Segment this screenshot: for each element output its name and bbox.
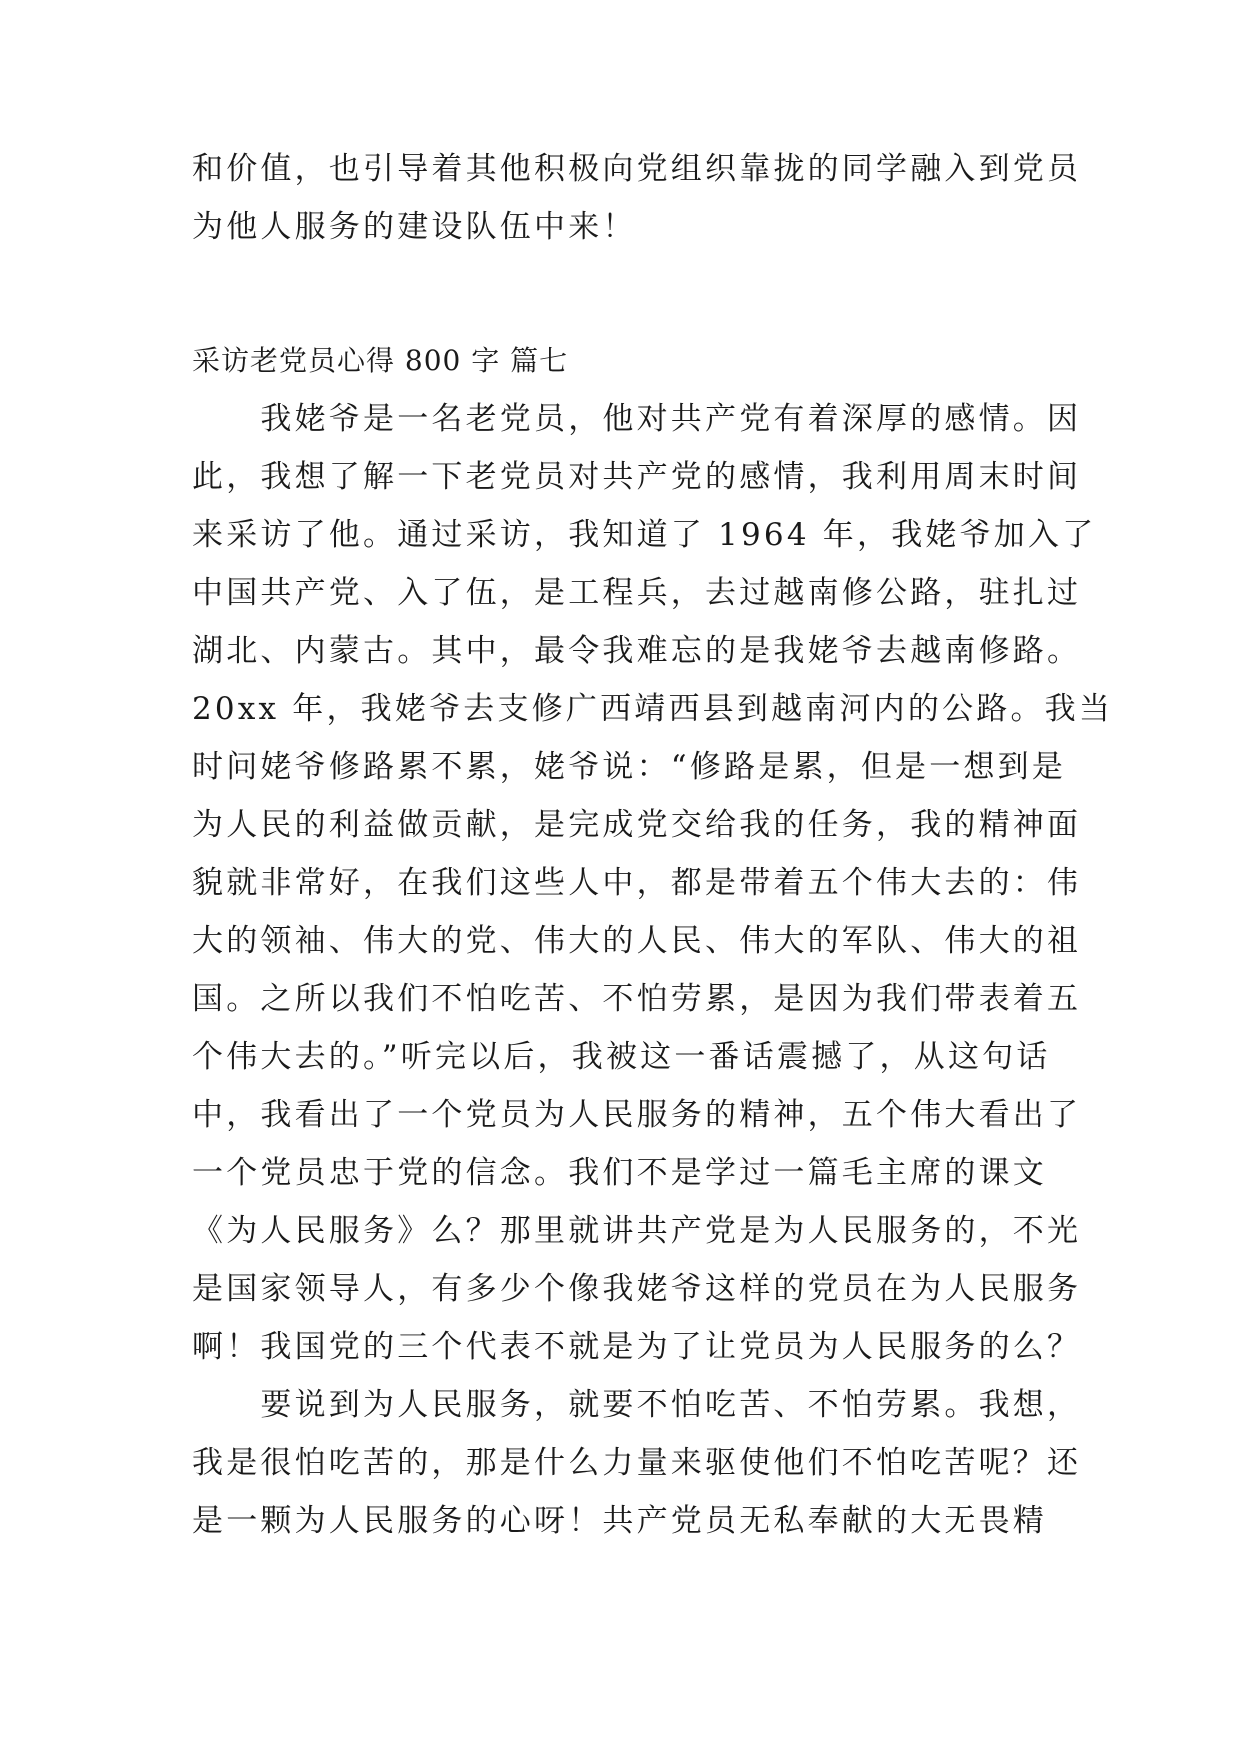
text-line: 湖北、内蒙古。其中，最令我难忘的是我姥爷去越南修路。 [192, 633, 1082, 669]
text-line: 和价值，也引导着其他积极向党组织靠拢的同学融入到党员 [192, 151, 1082, 187]
text-line: 《为人民服务》么？那里就讲共产党是为人民服务的，不光 [192, 1213, 1082, 1249]
text-line: 此，我想了解一下老党员对共产党的感情，我利用周末时间 [192, 459, 1082, 495]
text-line: 貌就非常好，在我们这些人中，都是带着五个伟大去的：伟 [192, 865, 1082, 901]
text-line: 中，我看出了一个党员为人民服务的精神，五个伟大看出了 [192, 1097, 1082, 1133]
text-line: 时问姥爷修路累不累，姥爷说：“修路是累，但是一想到是 [192, 749, 1067, 785]
text-line: 20xx 年，我姥爷去支修广西靖西县到越南河内的公路。我当 [192, 691, 1114, 727]
text-line: 啊！我国党的三个代表不就是为了让党员为人民服务的么？ [192, 1329, 1082, 1365]
text-line: 我姥爷是一名老党员，他对共产党有着深厚的感情。因 [192, 401, 1082, 437]
text-line: 中国共产党、入了伍，是工程兵，去过越南修公路，驻扎过 [192, 575, 1082, 611]
text-line: 我是很怕吃苦的，那是什么力量来驱使他们不怕吃苦呢？还 [192, 1445, 1082, 1481]
text-line: 为人民的利益做贡献，是完成党交给我的任务，我的精神面 [192, 807, 1082, 843]
text-line: 要说到为人民服务，就要不怕吃苦、不怕劳累。我想， [192, 1387, 1082, 1423]
section-heading: 采访老党员心得 800 字 篇七 [192, 344, 569, 377]
text-line: 是一颗为人民服务的心呀！共产党员无私奉献的大无畏精 [192, 1503, 1047, 1539]
text-line: 是国家领导人，有多少个像我姥爷这样的党员在为人民服务 [192, 1271, 1082, 1307]
text-line: 大的领袖、伟大的党、伟大的人民、伟大的军队、伟大的祖 [192, 923, 1082, 959]
text-line: 为他人服务的建设队伍中来！ [192, 209, 637, 245]
text-line: 一个党员忠于党的信念。我们不是学过一篇毛主席的课文 [192, 1155, 1047, 1191]
intro-paragraph [192, 140, 1082, 256]
text-line: 个伟大去的。”听完以后，我被这一番话震撼了，从这句话 [192, 1039, 1051, 1075]
text-line: 国。之所以我们不怕吃苦、不怕劳累，是因为我们带表着五 [192, 981, 1082, 1017]
text-line: 来采访了他。通过采访，我知道了 1964 年，我姥爷加入了 [192, 517, 1097, 553]
body-text [192, 390, 1114, 1550]
